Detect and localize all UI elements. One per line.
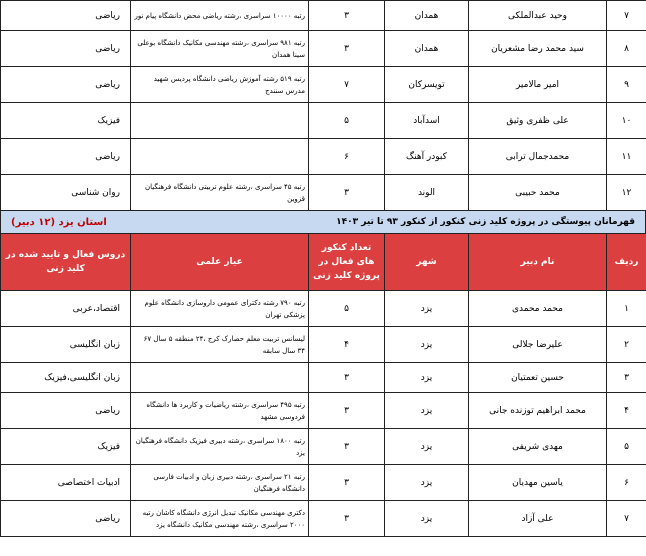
teacher-name-cell: یاسین مهدیان — [469, 465, 607, 501]
top-table — [0, 0, 646, 211]
criteria-cell: رتبه ۹۸۱ سراسری ،رشته مهندسی مکانیک دانشگاه بوعلی سینا همدان — [131, 31, 309, 67]
criteria-cell: رتبه ۴۹۵ سراسری ،رشته ریاضیات و کاربرد ها دانشگاه فردوسی مشهد — [131, 393, 309, 429]
city-cell: تویسرکان — [385, 67, 469, 103]
header-row — [1, 234, 646, 291]
subjects-cell: ادبیات اختصاصی — [1, 465, 131, 501]
exam-count-cell: ۷ — [309, 67, 385, 103]
teacher-name-cell: محمد حبیبی — [469, 175, 607, 211]
subjects-cell: ریاضی — [1, 1, 131, 31]
subjects-cell: روان شناسی — [1, 175, 131, 211]
subjects-cell: زبان انگلیسی — [1, 327, 131, 363]
exam-count-cell: ۴ — [309, 327, 385, 363]
subjects-cell: فیزیک — [1, 103, 131, 139]
criteria-cell: رتبه ۱۸۰۰ سراسری ،رشته دبیری فیزیک دانشگاه فرهنگیان یزد — [131, 429, 309, 465]
exam-count-cell: ۳ — [309, 31, 385, 67]
criteria-cell: رتبه ۱۰۰۰۰ سراسری ،رشته ریاضی محض دانشگاه پیام نور — [131, 1, 309, 31]
table-row — [1, 1, 646, 31]
teacher-name-cell: امیر مالامیر — [469, 67, 607, 103]
teacher-name-cell: سید محمد رضا مشعریان — [469, 31, 607, 67]
table-row — [1, 175, 646, 211]
city-cell: اسدآباد — [385, 103, 469, 139]
row-number-cell: ۷ — [607, 1, 646, 31]
city-cell: یزد — [385, 501, 469, 537]
city-cell: یزد — [385, 429, 469, 465]
criteria-cell: دکتری مهندسی مکانیک تبدیل انرژی دانشگاه کاشان رتبه ۲۰۰۰ سراسری ،رشته مهندسی مکانیک دانشگاه یزد — [131, 501, 309, 537]
table-row — [1, 465, 646, 501]
exam-count-cell: ۵ — [309, 291, 385, 327]
city-cell: یزد — [385, 327, 469, 363]
province-label: استان یزد (۱۲ دبیر) — [11, 216, 107, 228]
banner-title: قهرمانان پیوستگی در پروژه کلید زنی کنکور از کنکور ۹۳ تا تیر ۱۴۰۳ — [336, 217, 635, 227]
row-number-cell: ۲ — [607, 327, 646, 363]
city-cell: همدان — [385, 1, 469, 31]
row-number-cell: ۱۱ — [607, 139, 646, 175]
exam-count-cell: ۳ — [309, 393, 385, 429]
city-cell: همدان — [385, 31, 469, 67]
city-cell: یزد — [385, 291, 469, 327]
teacher-name-cell: وحید عبدالملکی — [469, 1, 607, 31]
table-row — [1, 67, 646, 103]
header-num: ردیف — [607, 234, 646, 291]
exam-count-cell: ۳ — [309, 429, 385, 465]
header-city: شهر — [385, 234, 469, 291]
row-number-cell: ۸ — [607, 31, 646, 67]
teacher-name-cell: محمد ابراهیم توزنده جانی — [469, 393, 607, 429]
table-row — [1, 327, 646, 363]
teacher-name-cell: علی آزاد — [469, 501, 607, 537]
exam-count-cell: ۳ — [309, 175, 385, 211]
table-row — [1, 103, 646, 139]
table-row — [1, 393, 646, 429]
criteria-cell: رتبه ۵۱۹ رشته آموزش ریاضی دانشگاه پردیس شهید مدرس سنندج — [131, 67, 309, 103]
exam-count-cell: ۵ — [309, 103, 385, 139]
subjects-cell: ریاضی — [1, 139, 131, 175]
header-subjects: دروس فعال و تایید شده در کلید زنی — [1, 234, 131, 291]
row-number-cell: ۱۲ — [607, 175, 646, 211]
subjects-cell: ریاضی — [1, 393, 131, 429]
table-row — [1, 363, 646, 393]
criteria-cell: رتبه ۲۱ سراسری ،رشته دبیری زبان و ادبیات فارسی دانشگاه فرهنگیان — [131, 465, 309, 501]
row-number-cell: ۱ — [607, 291, 646, 327]
city-cell: کبودر آهنگ — [385, 139, 469, 175]
exam-count-cell: ۳ — [309, 465, 385, 501]
table-row — [1, 429, 646, 465]
city-cell: یزد — [385, 465, 469, 501]
teacher-name-cell: حسین تعمتیان — [469, 363, 607, 393]
subjects-cell: اقتصاد،عربی — [1, 291, 131, 327]
criteria-cell — [131, 139, 309, 175]
row-number-cell: ۵ — [607, 429, 646, 465]
teacher-name-cell: محمدجمال ترابی — [469, 139, 607, 175]
teacher-name-cell: محمد محمدی — [469, 291, 607, 327]
subjects-cell: فیزیک — [1, 429, 131, 465]
subjects-cell: ریاضی — [1, 31, 131, 67]
table-row — [1, 291, 646, 327]
teacher-name-cell: مهدی شریفی — [469, 429, 607, 465]
subjects-cell: ریاضی — [1, 501, 131, 537]
criteria-cell — [131, 363, 309, 393]
criteria-cell: رتبه ۴۵ سراسری ،رشته علوم تربیتی دانشگاه فرهنگیان قزوین — [131, 175, 309, 211]
row-number-cell: ۹ — [607, 67, 646, 103]
header-criteria: عیار علمی — [131, 234, 309, 291]
yazd-table — [0, 233, 646, 537]
subjects-cell: ریاضی — [1, 67, 131, 103]
exam-count-cell: ۳ — [309, 501, 385, 537]
row-number-cell: ۷ — [607, 501, 646, 537]
table-row — [1, 501, 646, 537]
header-count: تعداد کنکور های فعال در پروژه کلید زنی — [309, 234, 385, 291]
criteria-cell: رتبه ۷۹۰ رشته دکترای عمومی داروسازی دانشگاه علوم پزشکی تهران — [131, 291, 309, 327]
row-number-cell: ۴ — [607, 393, 646, 429]
subjects-cell: زبان انگلیسی،فیزیک — [1, 363, 131, 393]
criteria-cell — [131, 103, 309, 139]
city-cell: یزد — [385, 393, 469, 429]
city-cell: یزد — [385, 363, 469, 393]
exam-count-cell: ۳ — [309, 363, 385, 393]
teacher-name-cell: علی ظفری وثیق — [469, 103, 607, 139]
exam-count-cell: ۳ — [309, 1, 385, 31]
table-row — [1, 139, 646, 175]
teacher-name-cell: علیرضا جلالی — [469, 327, 607, 363]
header-name: نام دبیر — [469, 234, 607, 291]
table-row — [1, 31, 646, 67]
city-cell: الوند — [385, 175, 469, 211]
row-number-cell: ۳ — [607, 363, 646, 393]
row-number-cell: ۱۰ — [607, 103, 646, 139]
row-number-cell: ۶ — [607, 465, 646, 501]
criteria-cell: لیسانس تربیت معلم حصارک کرج ،۲۴ منطقه ۵ سال ۶۷ ۳۴ سال سابقه — [131, 327, 309, 363]
exam-count-cell: ۶ — [309, 139, 385, 175]
province-banner — [0, 211, 646, 233]
